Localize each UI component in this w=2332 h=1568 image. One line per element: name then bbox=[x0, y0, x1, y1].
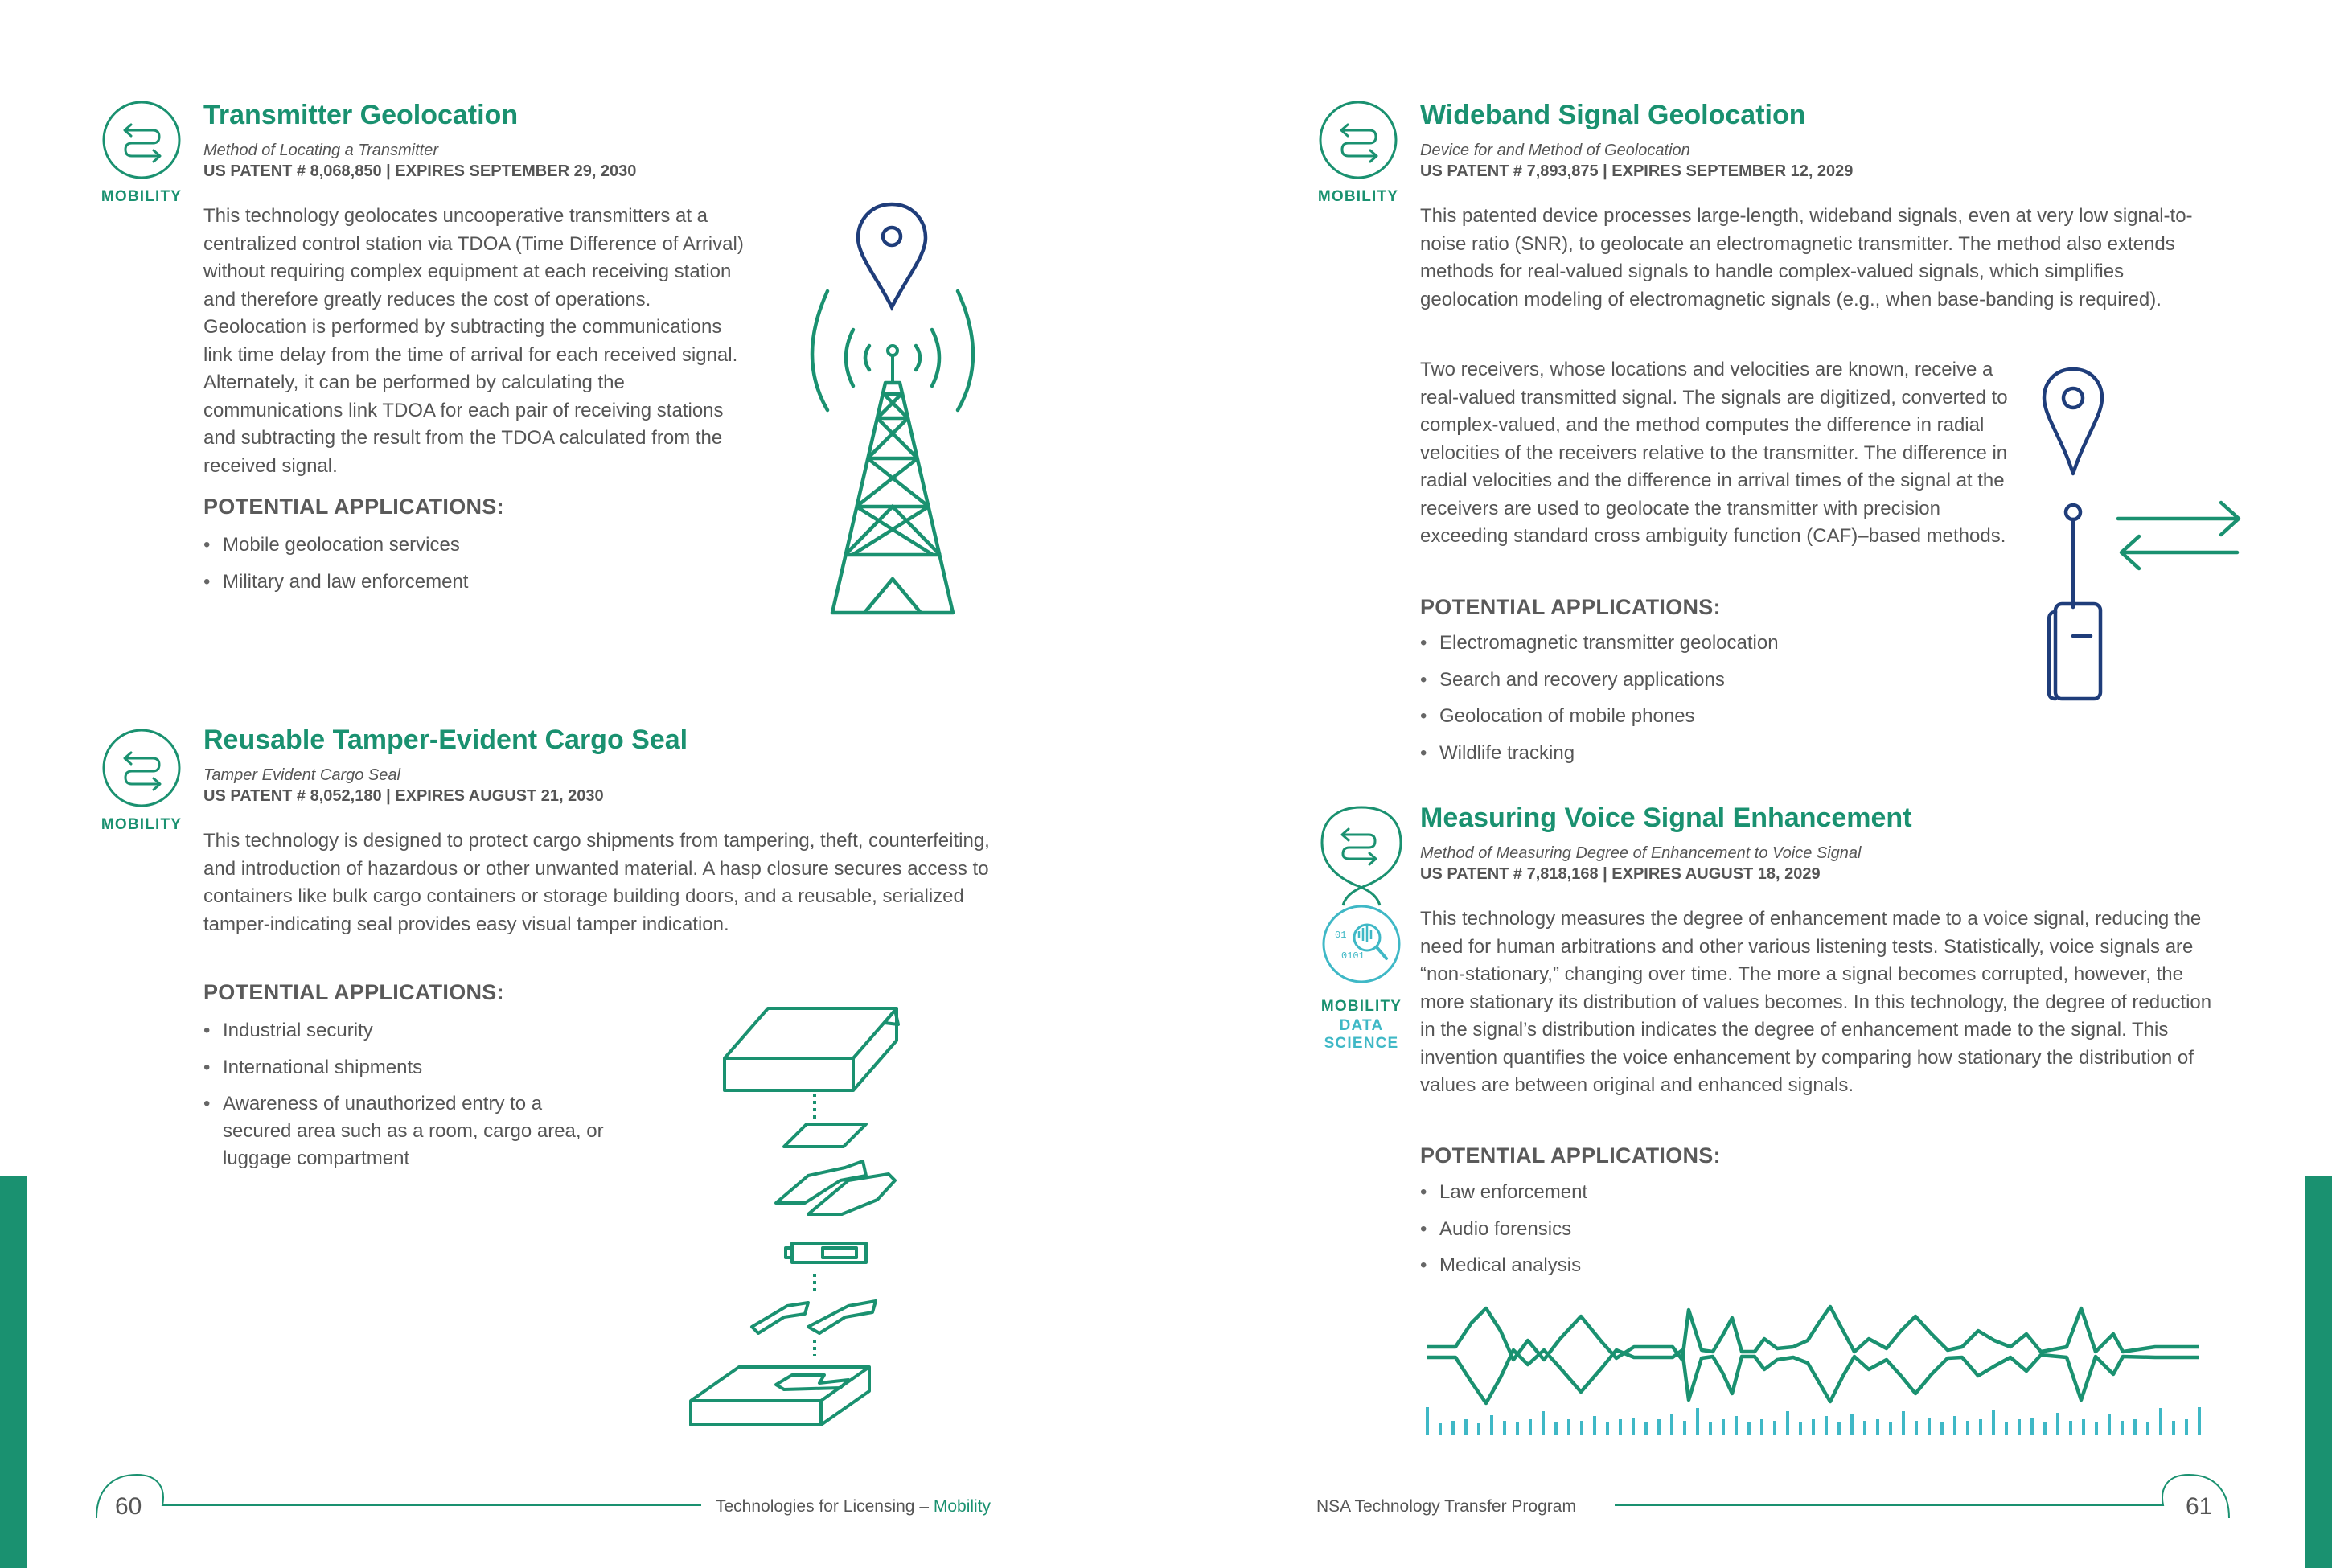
mobility-badge bbox=[97, 100, 186, 206]
article-subtitle: Method of Measuring Degree of Enhancement to Voice Signal bbox=[1420, 844, 1862, 862]
footer-label bbox=[716, 1497, 991, 1517]
radio-tower-icon bbox=[800, 201, 985, 619]
list-item: • Electromagnetic transmitter geolocation bbox=[1420, 630, 1903, 657]
applications-heading: POTENTIAL APPLICATIONS: bbox=[203, 495, 504, 519]
footer-rule bbox=[1608, 1473, 2236, 1521]
applications-list bbox=[1420, 630, 1903, 776]
left-edge-bar bbox=[0, 1176, 27, 1568]
page-number: 60 bbox=[115, 1493, 142, 1520]
list-item: • Geolocation of mobile phones bbox=[1420, 703, 1903, 730]
mobility-badge bbox=[97, 728, 186, 834]
article-title: Transmitter Geolocation bbox=[203, 100, 519, 130]
mobility-arrows-icon bbox=[1342, 829, 1376, 864]
mobility-arrows-icon bbox=[101, 728, 182, 808]
icon-digits: 0101 bbox=[1341, 950, 1365, 962]
list-item: • Search and recovery applications bbox=[1420, 667, 1903, 694]
applications-list bbox=[203, 1017, 614, 1172]
applications-heading: POTENTIAL APPLICATIONS: bbox=[203, 980, 504, 1004]
applications-heading: POTENTIAL APPLICATIONS: bbox=[1420, 595, 1721, 619]
category-label: MOBILITY bbox=[101, 816, 183, 833]
list-item: • Wildlife tracking bbox=[1420, 740, 1903, 767]
list-item: • Industrial security bbox=[203, 1017, 614, 1045]
footer-section: Mobility bbox=[933, 1497, 992, 1516]
category-label: MOBILITY bbox=[101, 188, 183, 205]
list-item: • Military and law enforcement bbox=[203, 569, 606, 596]
location-pin-icon bbox=[858, 204, 926, 307]
article-title: Wideband Signal Geolocation bbox=[1420, 100, 1806, 130]
cargo-seal-icon bbox=[688, 1004, 921, 1430]
waveform-ticks bbox=[1427, 1407, 2199, 1435]
category-label: MOBILITY bbox=[1317, 188, 1399, 205]
article-title: Reusable Tamper-Evident Cargo Seal bbox=[203, 724, 688, 755]
waveform-icon bbox=[1423, 1299, 2203, 1439]
data-science-icon bbox=[1324, 906, 1399, 982]
applications-list bbox=[1420, 1179, 1822, 1289]
article-body: This technology is designed to protect cargo shipments from tampering, theft, counterfeiting, and introduction of hazardous or other unwanted material. A hasp closure secures access to containers like bulk cargo containers or storage building doors, and a reusable, serialized tamper-indicating seal provides easy visual tamper indication. bbox=[203, 830, 990, 935]
article-subtitle: Tamper Evident Cargo Seal bbox=[203, 766, 400, 784]
receiver-device-icon bbox=[2034, 366, 2244, 704]
list-item: • Audio forensics bbox=[1420, 1216, 1822, 1243]
article-body: This patented device processes large-length, wideband signals, even at very low signal-to-noise ratio (SNR), to geolocate an electromagnetic transmitter. The method also extends methods for real-valued signals to handle complex-valued signals, which simplifies geolocation modeling of electromagnetic signals (e.g., when base-banding is required). bbox=[1420, 205, 2193, 310]
category-label: MOBILITY bbox=[1320, 998, 1402, 1015]
category-badge bbox=[1317, 998, 1406, 1053]
footer-prefix: Technologies for Licensing – bbox=[716, 1497, 934, 1516]
list-item: • Mobile geolocation services bbox=[203, 532, 606, 559]
footer-label: NSA Technology Transfer Program bbox=[1316, 1497, 1576, 1516]
article-body: This technology measures the degree of enhancement made to a voice signal, reducing the need for human arbitrations and other various listening tests. Statistically, voice signals are “non-stationary,” changing over time. The more a signal becomes corrupted, however, the more stationary its distribution of values becomes. In this technology, the degree of reduction in the signal’s distribution indicates the degree of enhancement made to the signal. This invention quantifies the voice enhancement by comparing how stationary the distribution of values are between original and enhanced signals. bbox=[1420, 908, 2212, 1096]
list-item: • Awareness of unauthorized entry to a secured area such as a room, cargo area, or luggage compartment bbox=[203, 1090, 614, 1172]
icon-digits: 01 bbox=[1335, 930, 1347, 941]
patent-number: US PATENT # 8,052,180 | EXPIRES AUGUST 21, 2030 bbox=[203, 787, 604, 805]
article-subtitle: Device for and Method of Geolocation bbox=[1420, 142, 1690, 159]
page-number: 61 bbox=[2186, 1493, 2213, 1520]
list-item: • Medical analysis bbox=[1420, 1252, 1822, 1279]
list-item: • International shipments bbox=[203, 1054, 614, 1082]
article-title: Measuring Voice Signal Enhancement bbox=[1420, 802, 1912, 833]
category-label-secondary: SCIENCE bbox=[1324, 1035, 1399, 1052]
applications-list bbox=[203, 532, 606, 605]
mobility-badge bbox=[1314, 100, 1402, 206]
list-item: • Law enforcement bbox=[1420, 1179, 1822, 1206]
mobility-arrows-icon bbox=[1318, 100, 1398, 180]
mobility-arrows-icon bbox=[101, 100, 182, 180]
applications-heading: POTENTIAL APPLICATIONS: bbox=[1420, 1143, 1721, 1168]
right-edge-bar bbox=[2305, 1176, 2332, 1568]
article-body: Two receivers, whose locations and velocities are known, receive a real-valued transmitted signal. The signals are digitized, converted to complex-valued, and the method computes the difference in radial velocities of the receivers relative to the transmitter. The difference in radial velocities and the difference in arrival times of the signal at the receivers are used to geolocate the transmitter with precision exceeding standard cross ambiguity function (CAF)–based methods. bbox=[1420, 359, 2008, 547]
patent-number: US PATENT # 7,893,875 | EXPIRES SEPTEMBER 12, 2029 bbox=[1420, 162, 1854, 180]
article-subtitle: Method of Locating a Transmitter bbox=[203, 142, 438, 159]
patent-number: US PATENT # 7,818,168 | EXPIRES AUGUST 18, 2029 bbox=[1420, 865, 1821, 883]
category-label-secondary: DATA bbox=[1339, 1017, 1384, 1034]
patent-number: US PATENT # 8,068,850 | EXPIRES SEPTEMBER 29, 2030 bbox=[203, 162, 637, 180]
article-body: This technology geolocates uncooperative transmitters at a centralized control station via TDOA (Time Difference of Arrival) without requiring complex equipment at each receiving station and therefore greatly reduces the cost of operations. Geolocation is performed by subtracting the communications link time delay from the time of arrival for each received signal. Alternately, it can be performed by calculating the communications link TDOA for each pair of receiving stations and subtracting the result from the TDOA calculated from the received signal. bbox=[203, 205, 744, 477]
mobility-data-science-badge bbox=[1317, 801, 1406, 986]
footer-rule bbox=[96, 1473, 708, 1521]
